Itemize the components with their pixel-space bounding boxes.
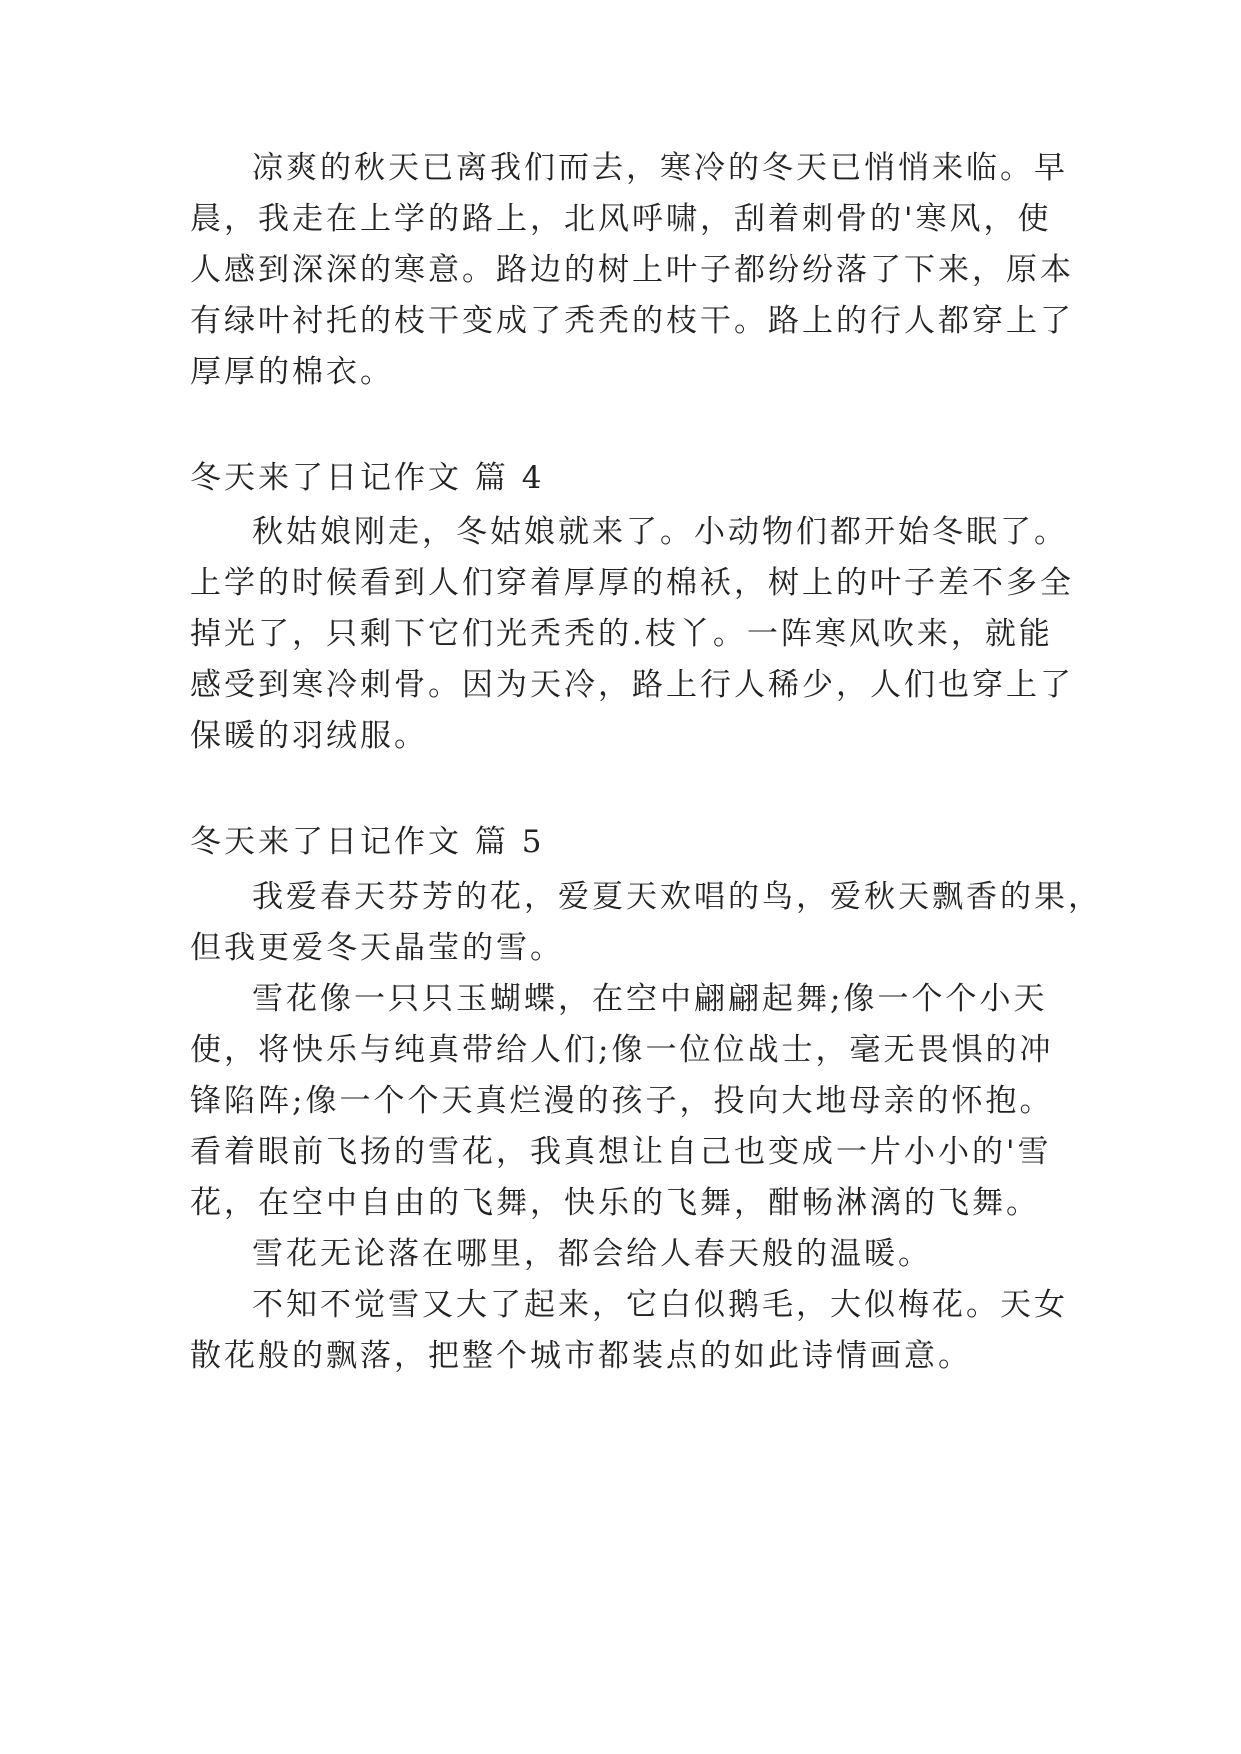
section-5-line: 锋陷阵;像一个个天真烂漫的孩子，投向大地母亲的怀抱。	[190, 1083, 1054, 1119]
section-5-line: 不知不觉雪又大了起来，它白似鹅毛，大似梅花。天女	[252, 1287, 1068, 1323]
intro-line: 厚厚的棉衣。	[190, 354, 394, 390]
section-5-line: 看着眼前飞扬的雪花，我真想让自己也变成一片小小的'雪	[190, 1134, 1052, 1170]
section-5-line: 散花般的飘落，把整个城市都装点的如此诗情画意。	[190, 1338, 972, 1374]
intro-line: 人感到深深的寒意。路边的树上叶子都纷纷落了下来，原本	[190, 252, 1074, 288]
section-5-heading: 冬天来了日记作文 篇 5	[190, 824, 545, 860]
section-4-line: 上学的时候看到人们穿着厚厚的棉袄，树上的叶子差不多全	[190, 565, 1074, 601]
section-5-line: 但我更爱冬天晶莹的雪。	[190, 930, 564, 966]
section-4-line: 保暖的羽绒服。	[190, 718, 428, 754]
intro-line: 有绿叶衬托的枝干变成了秃秃的枝干。路上的行人都穿上了	[190, 303, 1074, 339]
section-5-line: 雪花无论落在哪里，都会给人春天般的温暖。	[252, 1236, 932, 1272]
section-4-heading: 冬天来了日记作文 篇 4	[190, 460, 545, 496]
intro-line: 晨，我走在上学的路上，北风呼啸，刮着刺骨的'寒风，使	[190, 201, 1052, 237]
section-5-line: 使，将快乐与纯真带给人们;像一位位战士，毫无畏惧的冲	[190, 1032, 1054, 1068]
section-4-line: 秋姑娘刚走，冬姑娘就来了。小动物们都开始冬眠了。	[252, 514, 1068, 550]
section-5-line: 雪花像一只只玉蝴蝶，在空中翩翩起舞;像一个个小天	[252, 981, 1048, 1017]
section-5-line: 花，在空中自由的飞舞，快乐的飞舞，酣畅淋漓的飞舞。	[190, 1185, 1040, 1221]
section-4-line: 感受到寒冷刺骨。因为天冷，路上行人稀少，人们也穿上了	[190, 667, 1074, 703]
intro-line: 凉爽的秋天已离我们而去，寒冷的冬天已悄悄来临。早	[252, 150, 1068, 186]
section-4-line: 掉光了，只剩下它们光秃秃的.枝丫。一阵寒风吹来，就能	[190, 616, 1053, 652]
section-5-line: 我爱春天芬芳的花，爱夏天欢唱的鸟，爱秋天飘香的果，	[252, 879, 1102, 915]
